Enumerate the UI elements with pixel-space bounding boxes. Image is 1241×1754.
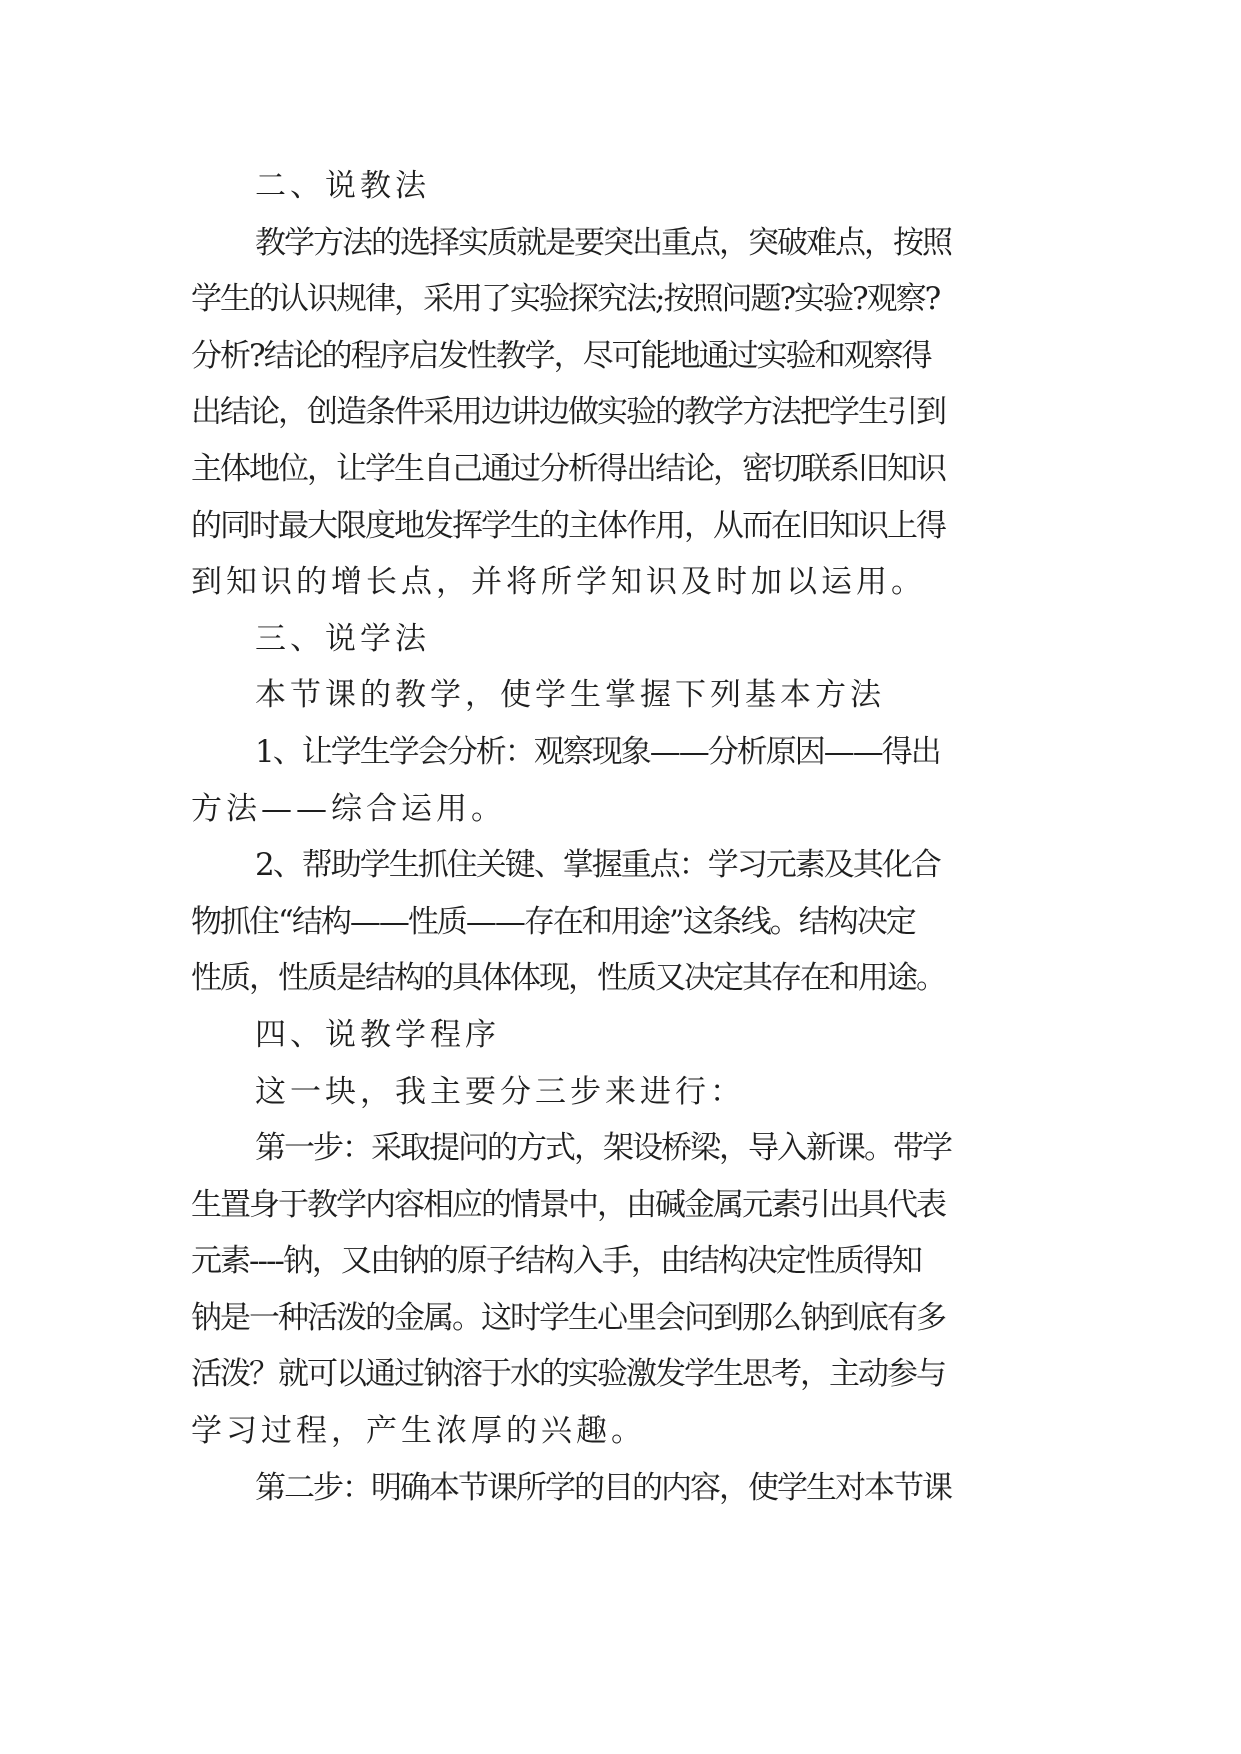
text-line: 学习过程，产生浓厚的兴趣。 <box>191 1413 646 1450</box>
text-line: 物抓住“结构——性质——存在和用途”这条线。结构决定 <box>191 903 915 940</box>
text-line: 1、让学生学会分析：观察现象——分析原因——得出 <box>255 733 940 770</box>
text-line: 方法——综合运用。 <box>191 790 506 827</box>
text-line: 四、说教学程序 <box>255 1016 500 1053</box>
text-line: 学生的认识规律，采用了实验探究法;按照问题?实验?观察? <box>191 281 940 318</box>
text-line: 的同时最大限度地发挥学生的主体作用，从而在旧知识上得 <box>191 507 945 544</box>
text-line: 这一块，我主要分三步来进行： <box>255 1073 745 1110</box>
text-line: 本节课的教学，使学生掌握下列基本方法 <box>255 677 885 714</box>
text-line: 分析?结论的程序启发性教学，尽可能地通过实验和观察得 <box>191 337 931 374</box>
text-line: 出结论，创造条件采用边讲边做实验的教学方法把学生引到 <box>191 394 945 431</box>
text-line: 三、说学法 <box>255 620 430 657</box>
text-line: 第一步：采取提问的方式，架设桥梁，导入新课。带学 <box>255 1130 951 1167</box>
text-line: 活泼？就可以通过钠溶于水的实验激发学生思考，主动参与 <box>191 1356 945 1393</box>
text-line: 二、说教法 <box>255 168 430 204</box>
text-line: 教学方法的选择实质就是要突出重点，突破难点，按照 <box>255 224 951 261</box>
text-line: 2、帮助学生抓住关键、掌握重点：学习元素及其化合 <box>255 847 940 884</box>
text-line: 到知识的增长点，并将所学知识及时加以运用。 <box>191 564 926 601</box>
text-line: 主体地位，让学生自己通过分析得出结论，密切联系旧知识 <box>191 450 945 487</box>
text-line: 生置身于教学内容相应的情景中，由碱金属元素引出具代表 <box>191 1186 945 1223</box>
text-line: 元素----钠，又由钠的原子结构入手，由结构决定性质得知 <box>191 1243 921 1280</box>
document-body <box>191 158 1051 1516</box>
text-line: 钠是一种活泼的金属。这时学生心里会问到那么钠到底有多 <box>191 1299 945 1336</box>
text-line: 性质，性质是结构的具体体现，性质又决定其存在和用途。 <box>191 960 945 997</box>
text-line: 第二步：明确本节课所学的目的内容，使学生对本节课 <box>255 1469 951 1506</box>
